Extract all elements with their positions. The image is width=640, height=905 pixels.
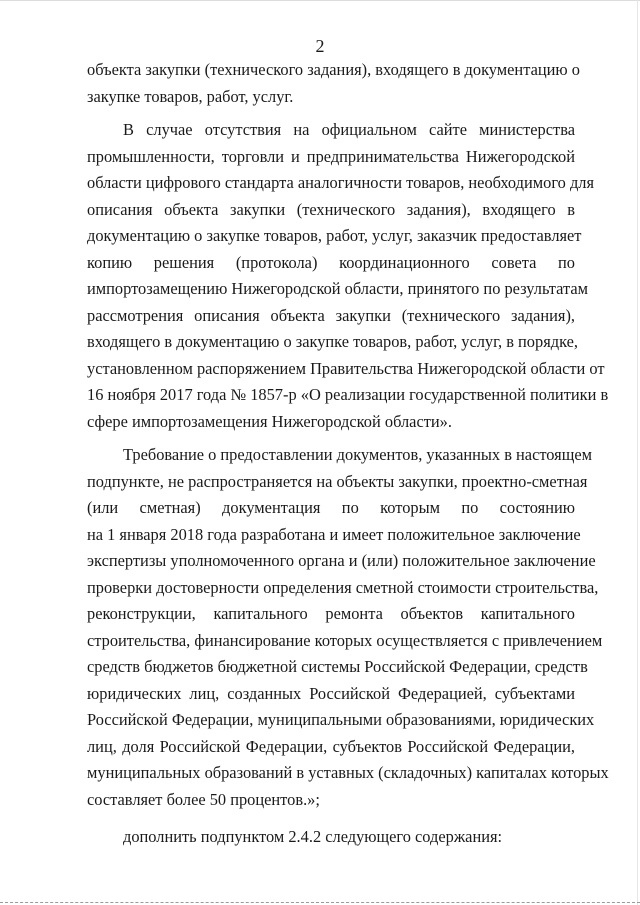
text-line: рассмотрения описания объекта закупки (технического задания), [87,305,575,325]
text-line: сфере импортозамещения Нижегородской области». [87,411,452,431]
text-line: на 1 января 2018 года разработана и имеет положительное заключение [87,524,581,544]
scan-bottom-edge [0,902,640,903]
text-line: В случае отсутствия на официальном сайте министерства [123,120,575,139]
text-line: экспертизы уполномоченного органа и (или) положительное заключение [87,551,596,570]
text-line: области цифрового стандарта аналогичности товаров, необходимого для [87,173,595,192]
text-line: объекта закупки (технического задания), входящего в документацию о [87,60,580,79]
scan-top-edge [0,0,640,1]
paragraph-4 [87,824,575,851]
text-line: 16 ноября 2017 года № 1857-р «О реализации государственной политики в [87,385,609,404]
paragraph-2 [87,117,609,435]
text-line: промышленности, торговли и предпринимательства Нижегородской [87,146,575,166]
text-line: лиц, доля Российской Федерации, субъектов Российской Федерации, [87,736,575,756]
text-line: строительства, финансирование которых осуществляется с привлечением [87,630,603,650]
text-line: Российской Федерации, муниципальными образованиями, юридических [87,710,595,729]
text-line: средств бюджетов бюджетной системы Российской Федерации, средств [87,657,588,676]
page-number: 2 [315,36,325,56]
text-line: импортозамещению Нижегородской области, принятого по результатам [87,279,589,298]
text-line: копию решения (протокола) координационного совета по [87,252,575,272]
document-body [87,57,609,851]
scan-right-edge [637,0,638,905]
text-line: установленном распоряжением Правительства Нижегородской области от [87,358,605,378]
paragraph-3 [87,442,609,813]
text-line: реконструкции, капитального ремонта объектов капитального [87,604,575,623]
text-line: проверки достоверности определения сметной стоимости строительства, [87,577,599,597]
text-line: дополнить подпунктом 2.4.2 следующего содержания: [123,827,503,846]
text-line: подпункте, не распространяется на объекты закупки, проектно-сметная [87,471,588,491]
text-line: юридических лиц, созданных Российской Федерацией, субъектами [87,683,575,703]
text-line: муниципальных образований в уставных (складочных) капиталах которых [87,763,609,782]
text-line: входящего в документацию о закупке товаров, работ, услуг, в порядке, [87,332,579,351]
text-line: (или сметная) документация по которым по состоянию [87,498,575,517]
text-line: документацию о закупке товаров, работ, услуг, заказчик предоставляет [87,226,582,245]
text-line: закупке товаров, работ, услуг. [87,86,294,106]
text-line: описания объекта закупки (технического задания), входящего в [87,199,575,219]
text-line: составляет более 50 процентов.»; [87,789,320,809]
text-line: Требование о предоставлении документов, указанных в настоящем [123,445,592,464]
paragraph-1 [87,57,580,110]
